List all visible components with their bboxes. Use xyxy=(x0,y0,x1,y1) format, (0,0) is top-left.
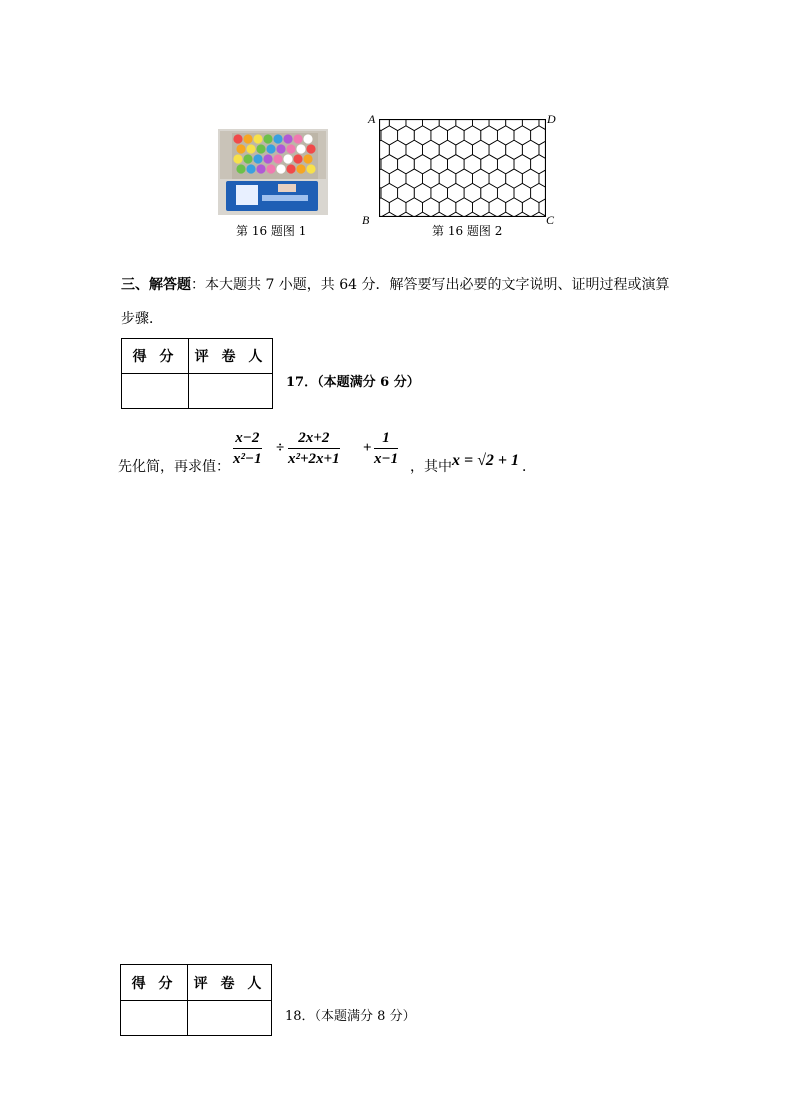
hexagon-cell xyxy=(514,155,531,174)
hexagon-cell xyxy=(398,183,415,202)
hexagon-cell xyxy=(481,126,498,145)
score-header: 得 分 xyxy=(122,339,189,374)
hexagon-cell xyxy=(489,140,506,159)
hexagon-cell xyxy=(456,169,473,188)
fraction-2-numerator: 2x+2 xyxy=(288,428,340,449)
corner-label-d: D xyxy=(547,112,556,126)
fraction-1-numerator: x−2 xyxy=(233,428,262,449)
fraction-2-denominator: x²+2x+1 xyxy=(288,451,340,467)
score-table-q17 xyxy=(121,338,273,409)
hexagon-cell xyxy=(389,140,406,159)
grader-header: 评 卷 人 xyxy=(189,339,273,374)
chalk-stick xyxy=(306,164,315,173)
chalk-stick xyxy=(253,134,262,143)
hexagon-cell xyxy=(431,126,448,145)
hexagon-cell xyxy=(379,140,389,159)
q17-tail: ，其中 xyxy=(410,459,452,475)
fraction-3-denominator: x−1 xyxy=(374,451,399,467)
figure-1-caption: 第 16 题图 1 xyxy=(236,224,307,238)
chalk-stick xyxy=(283,154,292,163)
hexagon-cell xyxy=(472,119,489,131)
chalk-stick xyxy=(236,144,245,153)
chalk-stick xyxy=(293,134,302,143)
chalk-box-illustration xyxy=(218,129,328,215)
chalk-stick xyxy=(256,144,265,153)
hexagon-cell xyxy=(472,140,489,159)
hexagon-cell xyxy=(431,183,448,202)
chalk-stick xyxy=(263,154,272,163)
chalk-stick xyxy=(233,154,242,163)
hexagon-cell xyxy=(414,183,431,202)
hexagon-cell xyxy=(423,169,440,188)
hexagon-cell xyxy=(514,126,531,145)
hexagon-cell xyxy=(464,126,481,145)
hexagon-cell xyxy=(456,140,473,159)
corner-label-a: A xyxy=(368,112,376,126)
chalk-stick xyxy=(233,134,242,143)
hexagon-cell xyxy=(448,183,465,202)
chalk-stick xyxy=(253,154,262,163)
hexagon-cell xyxy=(489,169,506,188)
chalk-stick xyxy=(236,164,245,173)
chalk-stick xyxy=(273,154,282,163)
chalk-stick xyxy=(286,164,295,173)
hexagon-cell xyxy=(423,198,440,217)
section-text: ：本大题共 7 小题，共 64 分．解答要写出必要的文字说明、证明过程或演算步骤． xyxy=(121,277,670,327)
hexagon-cell xyxy=(506,198,523,217)
hexagon-cell xyxy=(439,198,456,217)
hexagon-cell xyxy=(379,198,389,217)
hexagon-cell xyxy=(398,126,415,145)
chalk-box-photo xyxy=(218,129,328,215)
hexagon-cell xyxy=(439,169,456,188)
hexagon-cell xyxy=(464,155,481,174)
score-cell[interactable] xyxy=(121,1001,188,1036)
hexagon-cell xyxy=(414,155,431,174)
chalk-stick xyxy=(246,144,255,153)
hexagon-cell xyxy=(439,119,456,131)
hexagon-cell xyxy=(522,169,539,188)
plus-sign: + xyxy=(363,440,372,456)
hexagon-cell xyxy=(506,140,523,159)
score-cell[interactable] xyxy=(122,374,189,409)
divide-sign: ÷ xyxy=(276,440,285,456)
hexagon-grid-svg xyxy=(379,119,546,217)
hexagon-cell xyxy=(414,126,431,145)
hexagon-cell xyxy=(464,183,481,202)
hexagon-cell xyxy=(406,119,423,131)
chalk-stick xyxy=(303,134,312,143)
hexagon-cell xyxy=(398,155,415,174)
hexagon-cell xyxy=(379,169,389,188)
section-instructions xyxy=(121,268,681,336)
chalk-stick xyxy=(256,164,265,173)
chalk-stick xyxy=(283,134,292,143)
chalk-stick xyxy=(276,144,285,153)
hexagon-cell xyxy=(381,155,398,174)
hexagon-cell xyxy=(522,119,539,131)
corner-label-b: B xyxy=(362,213,370,227)
grader-header: 评 卷 人 xyxy=(188,965,272,1001)
hexagon-cell xyxy=(389,198,406,217)
hexagon-cell xyxy=(423,119,440,131)
q17-end: ． xyxy=(522,459,536,475)
hexagon-cell xyxy=(448,155,465,174)
hexagon-cell xyxy=(489,119,506,131)
chalk-stick xyxy=(266,144,275,153)
grader-cell[interactable] xyxy=(188,1001,272,1036)
fraction-2 xyxy=(288,428,340,469)
hexagon-cell xyxy=(497,183,514,202)
chalk-stick xyxy=(276,164,285,173)
chalk-stick xyxy=(243,154,252,163)
hexagon-grid-figure xyxy=(379,119,546,217)
hexagon-cell xyxy=(514,183,531,202)
hexagon-cell xyxy=(423,140,440,159)
hexagon-cell xyxy=(456,198,473,217)
hexagon-cell xyxy=(489,198,506,217)
q17-condition: x = √2 + 1 xyxy=(452,452,520,469)
hexagon-cell xyxy=(472,169,489,188)
q17-prompt: 先化简，再求值： xyxy=(118,459,230,475)
hexagon-cell xyxy=(439,140,456,159)
chalk-stick xyxy=(246,164,255,173)
chalk-stick xyxy=(266,164,275,173)
chalk-stick xyxy=(263,134,272,143)
hexagon-cell xyxy=(389,169,406,188)
hexagon-cell xyxy=(406,140,423,159)
score-header: 得 分 xyxy=(121,965,188,1001)
corner-label-c: C xyxy=(546,213,555,227)
chalk-stick xyxy=(286,144,295,153)
chalk-stick xyxy=(273,134,282,143)
chalk-stick xyxy=(296,144,305,153)
hexagon-cell xyxy=(381,183,398,202)
hexagon-cell xyxy=(456,119,473,131)
hexagon-cell xyxy=(497,155,514,174)
hexagon-cell xyxy=(389,119,406,131)
fraction-1 xyxy=(233,428,262,469)
hexagon-cell xyxy=(448,126,465,145)
hexagon-cell xyxy=(522,198,539,217)
question-18-label: 18．（本题满分 8 分） xyxy=(285,1009,416,1024)
chalk-stick xyxy=(303,154,312,163)
chalk-stick xyxy=(296,164,305,173)
chalk-stick xyxy=(306,144,315,153)
hexagon-cell xyxy=(506,119,523,131)
hexagon-cell xyxy=(472,198,489,217)
hexagon-cell xyxy=(381,126,398,145)
hexagon-cell xyxy=(481,155,498,174)
chalk-stick xyxy=(243,134,252,143)
fraction-3 xyxy=(374,428,398,469)
hexagon-cell xyxy=(497,126,514,145)
hexagon-cell xyxy=(506,169,523,188)
hexagon-cell xyxy=(406,198,423,217)
question-17-label: 17．（本题满分 6 分） xyxy=(286,375,420,390)
fraction-3-numerator: 1 xyxy=(374,428,398,449)
section-heading: 三、解答题 xyxy=(121,277,191,293)
figure-2-caption: 第 16 题图 2 xyxy=(432,224,503,238)
hexagon-cell xyxy=(406,169,423,188)
grader-cell[interactable] xyxy=(189,374,273,409)
chalk-stick xyxy=(293,154,302,163)
hexagon-cell xyxy=(431,155,448,174)
score-table-q18 xyxy=(120,964,272,1036)
fraction-1-denominator: x²−1 xyxy=(233,451,262,467)
hexagon-cell xyxy=(481,183,498,202)
hexagon-cell xyxy=(522,140,539,159)
